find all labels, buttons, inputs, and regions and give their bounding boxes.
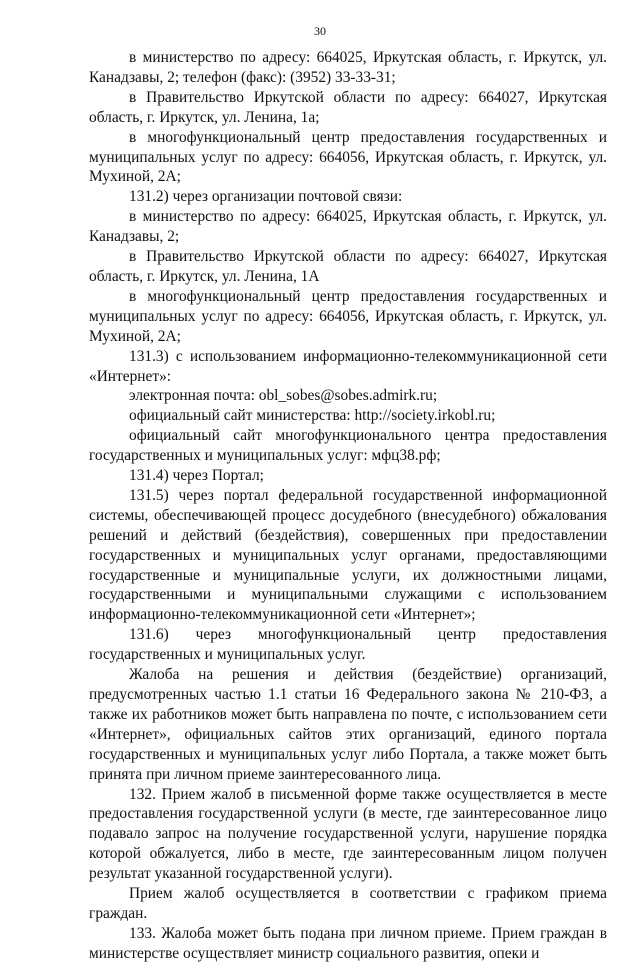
- paragraph-mfc-address: в многофункциональный центр предоставления государственных и муниципальных услуг по адресу: 664056, Иркутская область, г. Иркутск, ул. Мухиной, 2А;: [89, 128, 607, 186]
- paragraph-post-government: в Правительство Иркутской области по адресу: 664027, Иркутская область, г. Иркутск, ул. Ленина, 1А: [89, 248, 607, 285]
- paragraph-133: 133. Жалоба может быть подана при личном приеме. Прием граждан в министерстве осуществляет министр социального развития, опеки и: [89, 924, 607, 962]
- paragraph-mfc-site: официальный сайт многофункционального центра предоставления государственных и муниципальных услуг: мфц38.рф;: [89, 427, 607, 465]
- page-number: 30: [314, 24, 326, 38]
- paragraph-post-ministry: в министерство по адресу: 664025, Иркутская область, г. Иркутск, ул. Канадзавы, 2;: [89, 208, 607, 246]
- paragraph-post-mfc: в многофункциональный центр предоставления государственных и муниципальных услуг по адресу: 664056, Иркутская область, г. Иркутск, ул. Мухиной, 2А;: [89, 287, 607, 345]
- paragraph-schedule: Прием жалоб осуществляется в соответствии с графиком приема граждан.: [89, 885, 607, 922]
- paragraph-131-5: 131.5) через портал федеральной государственной информационной системы, обеспечивающей процесс досудебного (внесудебного) обжалования решений и действий (бездействия), совершенных при предоставлении государственных и муниципальных услуг органами, предоставляющими государственные и муниципальные услуги, их должностными лицами, государственными и муниципальными служащими с использованием информационно-телекоммуникационной сети «Интернет»;: [89, 486, 607, 624]
- paragraph-131-4: 131.4) через Портал;: [129, 467, 264, 485]
- paragraph-government-address: в Правительство Иркутской области по адресу: 664027, Иркутская область, г. Иркутск, ул. Ленина, 1а;: [89, 88, 607, 126]
- paragraph-132: 132. Прием жалоб в письменной форме также осуществляется в месте предоставления государственной услуги (в месте, где заинтересованное лицо подавало запрос на получение государственной услуги, нарушение порядка которой обжалуется, либо в месте, где заинтересованным лицом получен результат указанной государственной услуги).: [89, 785, 607, 883]
- paragraph-131-2: 131.2) через организации почтовой связи:: [129, 188, 403, 206]
- document-body: [89, 48, 607, 964]
- paragraph-131-6: 131.6) через многофункциональный центр предоставления государственных и муниципальных услуг.: [89, 626, 607, 664]
- paragraph-ministry-address: в министерство по адресу: 664025, Иркутская область, г. Иркутск, ул. Канадзавы, 2; телефон (факс): (3952) 33-33-31;: [89, 49, 607, 86]
- paragraph-complaint-organizations: Жалоба на решения и действия (бездействие) организаций, предусмотренных частью 1.1 статьи 16 Федерального закона № 210-ФЗ, а также их работников может быть направлена по почте, с использованием сети «Интернет», официальных сайтов этих организаций, единого портала государственных и муниципальных услуг либо Портала, а также может быть принята при личном приеме заинтересованного лица.: [89, 666, 607, 783]
- paragraph-ministry-site: официальный сайт министерства: http://society.irkobl.ru;: [129, 407, 496, 425]
- paragraph-email: электронная почта: obl_sobes@sobes.admirk.ru;: [129, 387, 438, 405]
- paragraph-131-3: 131.3) с использованием информационно-телекоммуникационной сети «Интернет»:: [89, 347, 607, 385]
